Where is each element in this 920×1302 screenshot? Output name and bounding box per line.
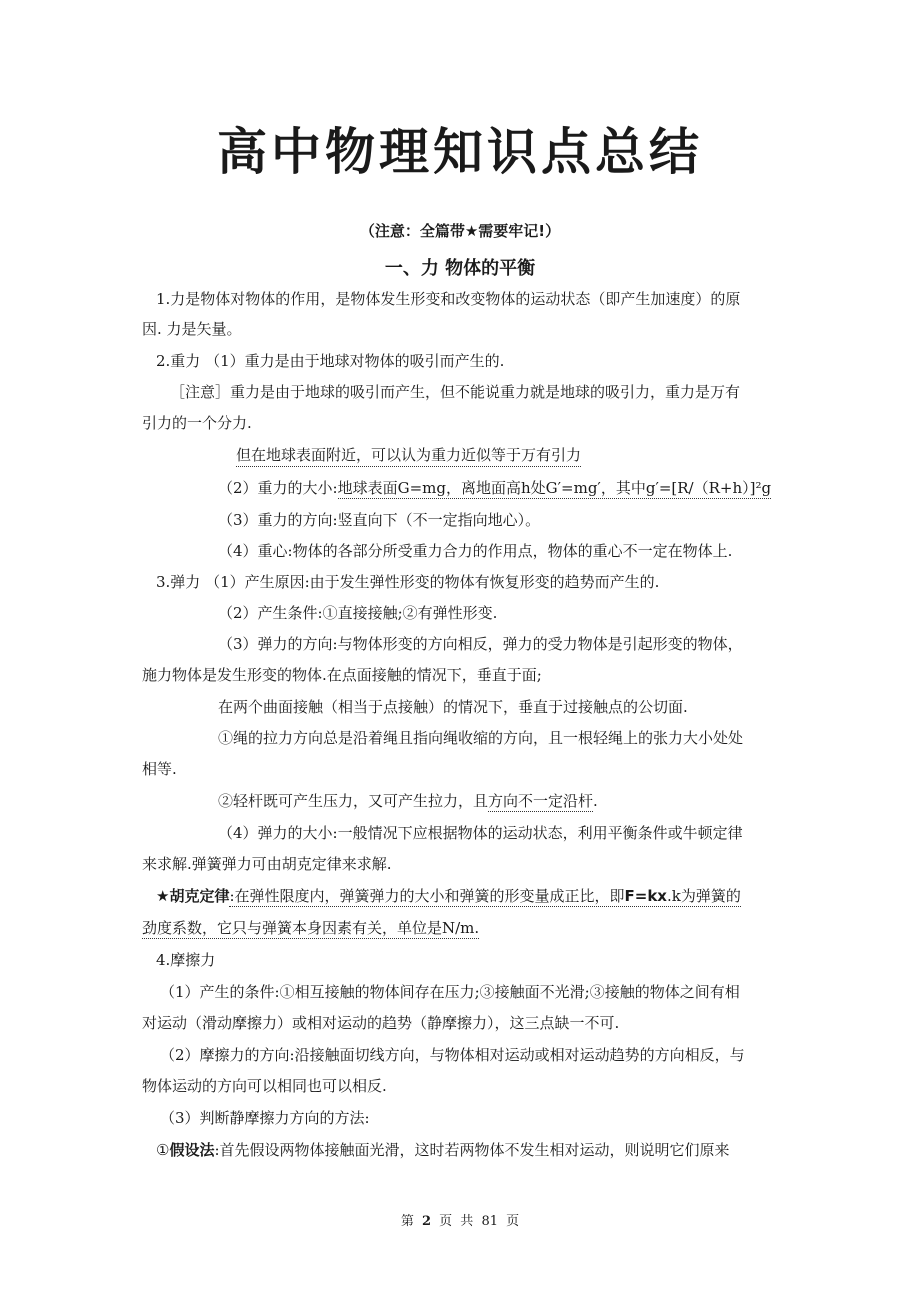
text-span: :在弹性限度内，弹簧弹力的大小和弹簧的形变量成正比，即 (229, 887, 625, 905)
footer-text: 页 (506, 1214, 520, 1229)
text-line (218, 791, 598, 811)
total-pages: 81 (481, 1214, 498, 1229)
underlined-text: 方向不一定沿杆 (488, 792, 594, 810)
text-line: （3）弹力的方向:与物体形变的方向相反，弹力的受力物体是引起形变的物体， (218, 635, 743, 653)
text-span: ① (156, 1141, 170, 1159)
text-line: （3）重力的方向:竖直向下（不一定指向地心）。 (218, 511, 541, 529)
text-line: ①绳的拉力方向总是沿着绳且指向绳收缩的方向，且一根轻绳上的张力大小处处 (218, 729, 744, 747)
text-line: （3）判断静摩擦力方向的方法: (160, 1109, 370, 1127)
page-footer (0, 1210, 920, 1229)
underlined-text: 地球表面G=mg，离地面高h处G′=mg′，其中g′=[R/（R+h）]²g (337, 479, 772, 497)
text-line: 4.摩擦力 (156, 951, 216, 969)
text-line: 因. 力是矢量。 (142, 320, 242, 338)
page-number: 2 (421, 1214, 432, 1229)
text-span: ②轻杆既可产生压力，又可产生拉力，且 (218, 792, 489, 810)
text-line: 1.力是物体对物体的作用，是物体发生形变和改变物体的运动状态（即产生加速度）的原 (156, 290, 741, 308)
text-line: 在两个曲面接触（相当于点接触）的情况下，垂直于过接触点的公切面. (218, 698, 688, 716)
text-line: （4）弹力的大小:一般情况下应根据物体的运动状态，利用平衡条件或牛顿定律 (218, 824, 743, 842)
text-line: （2）摩擦力的方向:沿接触面切线方向，与物体相对运动或相对运动趋势的方向相反，与 (160, 1046, 745, 1064)
text-line (142, 918, 479, 938)
text-span: .k为弹簧的 (666, 887, 741, 905)
document-title: 高中物理知识点总结 (217, 123, 703, 181)
section-heading: 一、力 物体的平衡 (384, 258, 536, 279)
text-line: ［注意］重力是由于地球的吸引而产生，但不能说重力就是地球的吸引力，重力是万有 (170, 383, 741, 401)
text-span: :首先假设两物体接触面光滑，这时若两物体不发生相对运动，则说明它们原来 (214, 1141, 730, 1159)
text-span: （2）重力的大小: (218, 479, 338, 497)
footer-text: 页 共 (439, 1214, 474, 1229)
text-line: （2）产生条件:①直接接触;②有弹性形变. (218, 604, 498, 622)
text-line: （4）重心:物体的各部分所受重力合力的作用点，物体的重心不一定在物体上. (218, 542, 733, 560)
footer-text: 第 (400, 1214, 414, 1229)
text-line: 2.重力 （1）重力是由于地球对物体的吸引而产生的. (156, 352, 505, 370)
text-line: 引力的一个分力. (142, 414, 252, 432)
underlined-text: 但在地球表面附近，可以认为重力近似等于万有引力 (236, 445, 581, 467)
formula: F=kx (624, 887, 667, 905)
bold-term: 假设法 (169, 1141, 215, 1159)
text-line: （1）产生的条件:①相互接触的物体间存在压力;③接触面不光滑;③接触的物体之间有相 (160, 983, 740, 1001)
text-line: 施力物体是发生形变的物体.在点面接触的情况下，垂直于面; (142, 666, 542, 684)
text-line: 3.弹力 （1）产生原因:由于发生弹性形变的物体有恢复形变的趋势而产生的. (156, 573, 660, 591)
text-span: . (593, 792, 598, 810)
text-line (156, 1140, 730, 1160)
note-line: （注意：全篇带★需要牢记!） (359, 222, 561, 240)
text-line: 对运动（滑动摩擦力）或相对运动的趋势（静摩擦力），这三点缺一不可. (142, 1014, 620, 1032)
underlined-text: 劲度系数，它只与弹簧本身因素有关，单位是N/m. (142, 919, 480, 937)
bold-term: ★胡克定律 (156, 887, 230, 905)
underlined-text (229, 887, 740, 907)
text-line (218, 478, 771, 498)
text-line: 物体运动的方向可以相同也可以相反. (142, 1077, 387, 1095)
text-line: 相等. (142, 760, 177, 778)
text-line (156, 886, 741, 906)
text-line: 来求解.弹簧弹力可由胡克定律来求解. (142, 855, 392, 873)
